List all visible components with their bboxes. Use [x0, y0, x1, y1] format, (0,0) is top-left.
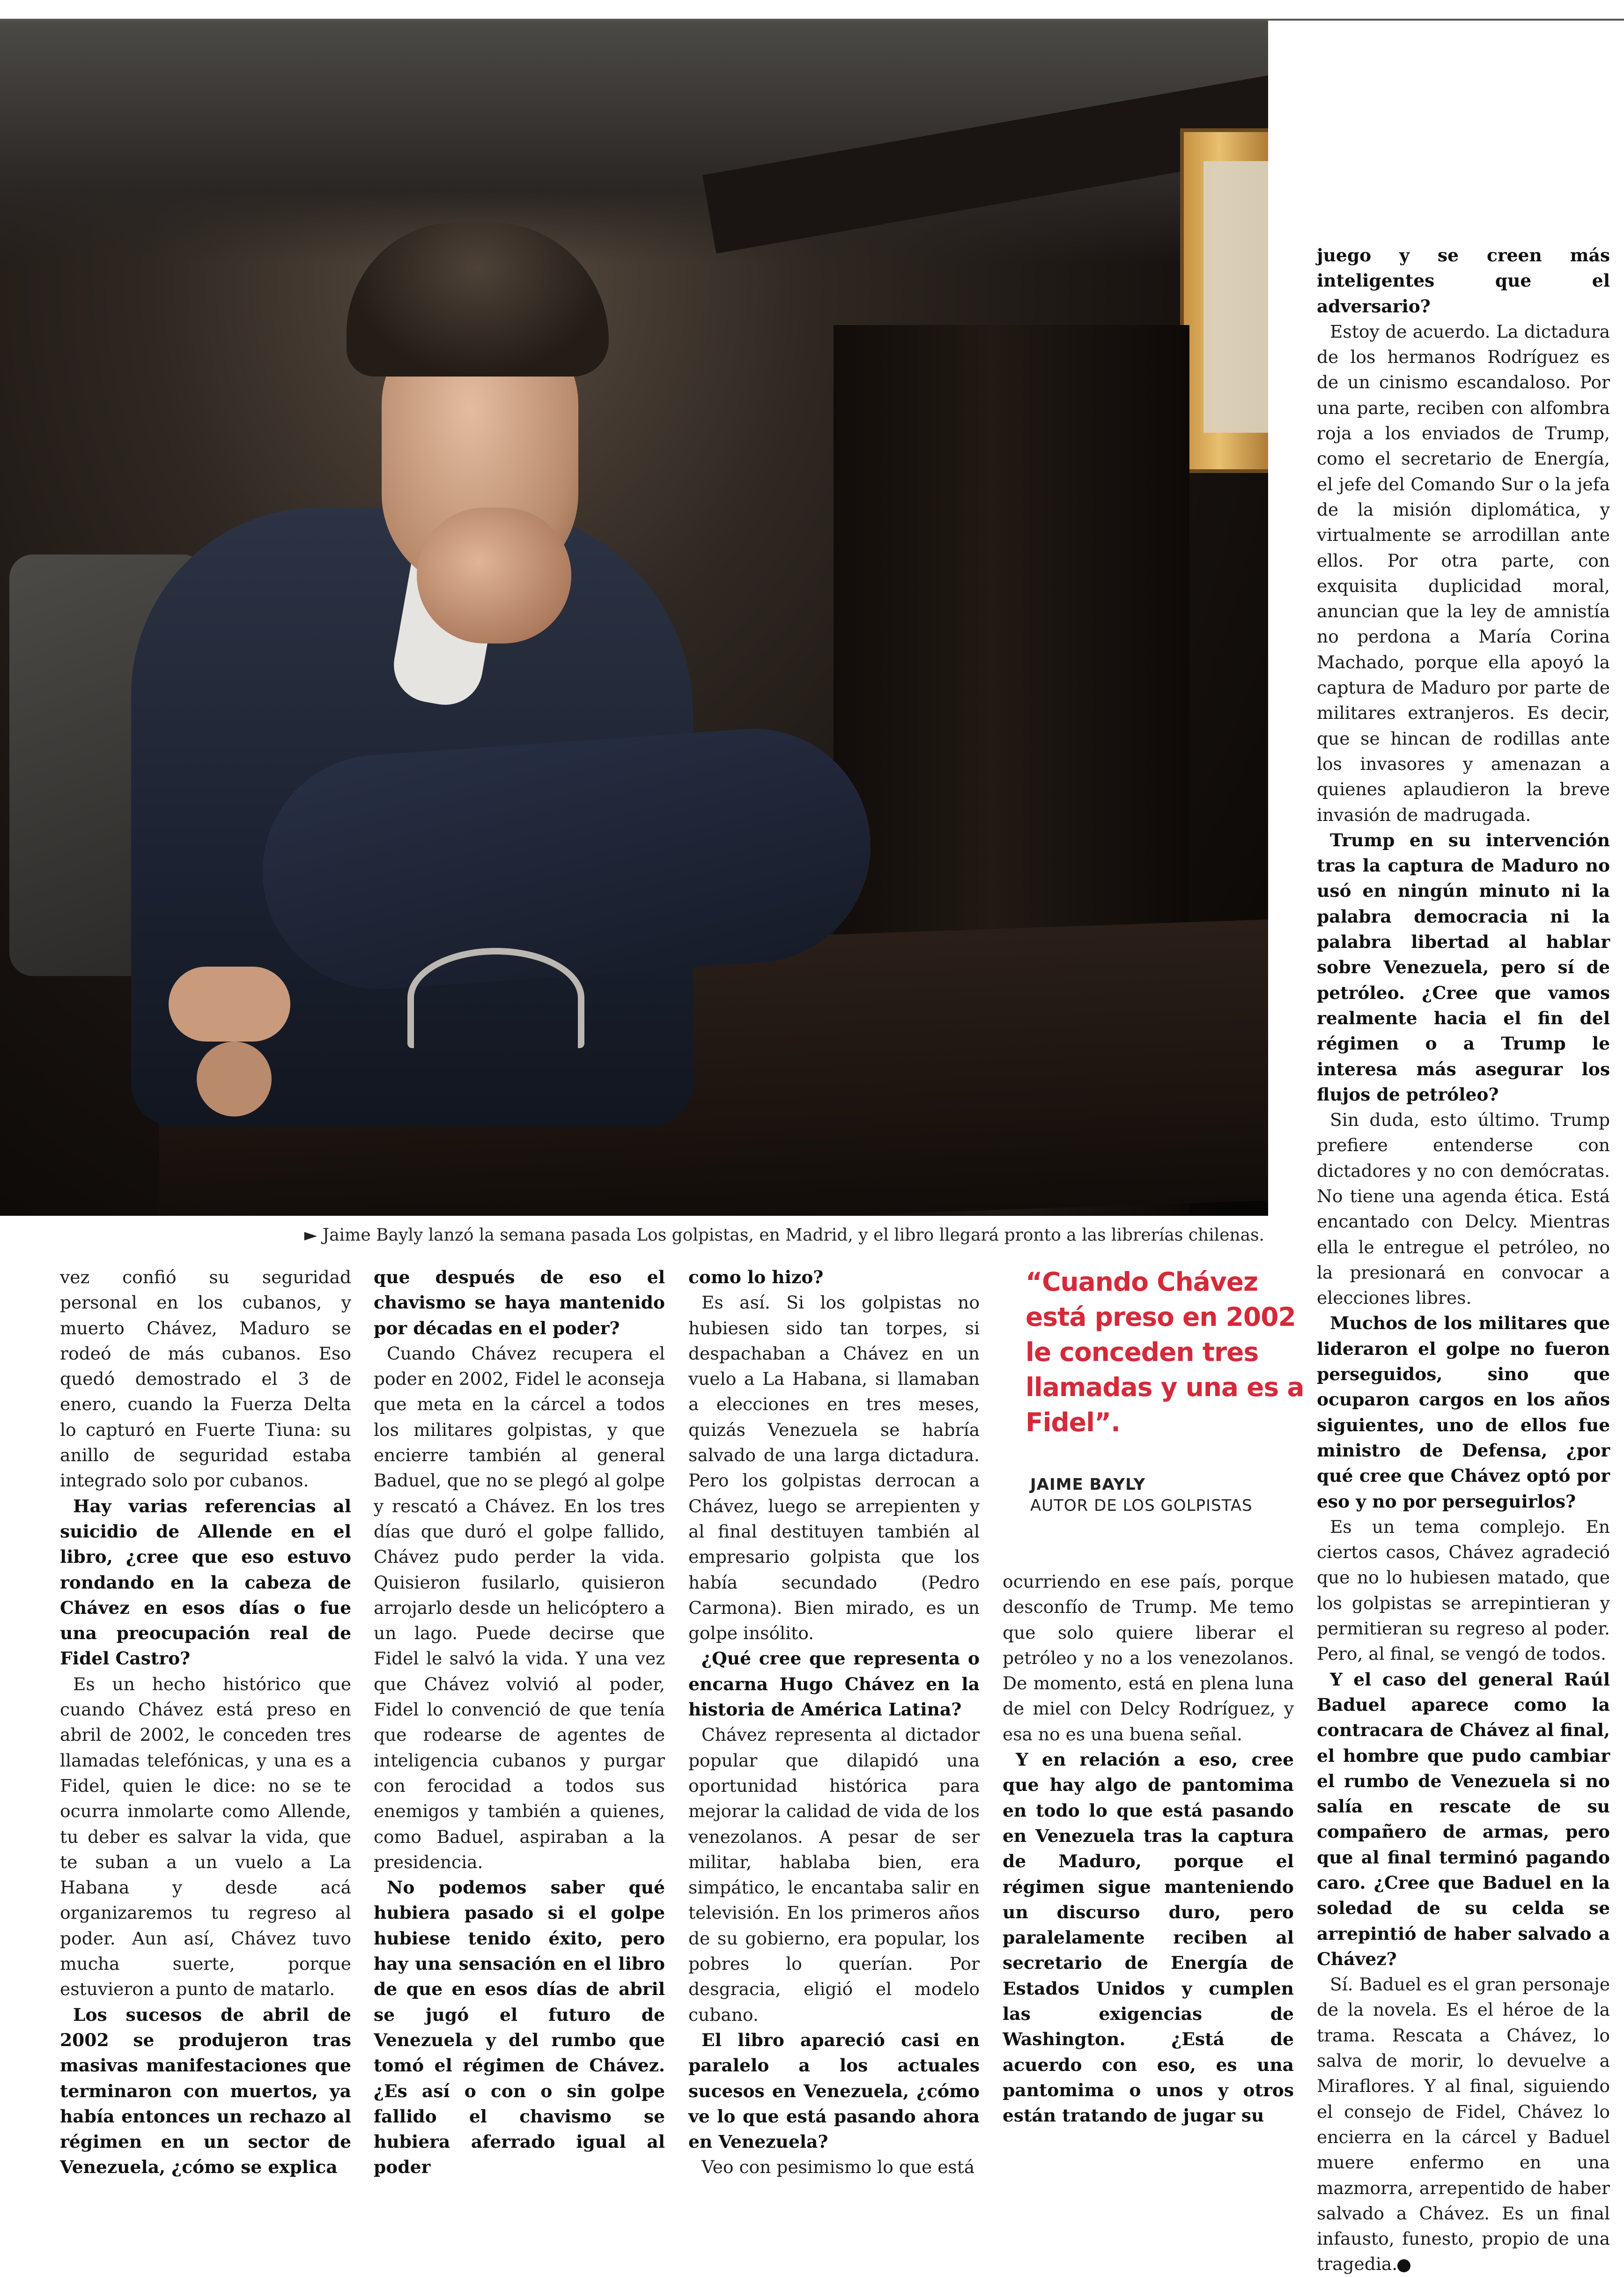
- question-text: que después de eso el chavismo se haya mantenido por décadas en el poder?: [374, 1267, 665, 1338]
- interview-question: [688, 1264, 980, 1290]
- question-text: como lo hizo?: [688, 1267, 824, 1287]
- interview-answer: Chávez representa al dictador popular que dilapidó una oportunidad histórica para mejorar la calidad de vida de los venezolanos. A pesar de ser militar, hablaba bien, era simpático, le encantaba salir en televisión. En los primeros años de su gobierno, era popular, los pobres lo querían. Por desgracia, eligió el modelo cubano.: [688, 1724, 980, 2025]
- interview-answer: Estoy de acuerdo. La dictadura de los hermanos Rodríguez es de un cinismo escandaloso. Por una parte, reciben con alfombra roja a los enviados de Trump, como el secretario de Energía, el jefe del Comando Sur o la jefa de la misión diplomática, y virtualmente se arrodillan ante ellos. Por otra parte, con exquisita duplicidad moral, anuncian que la ley de amnistía no perdona a María Corina Machado, porque ella apoyó la captura de Maduro por parte de militares extranjeros. Es decir, que se hincan de rodillas ante los invasores y amenazan a quienes aplaudieron la breve invasión de madrugada.: [1317, 321, 1610, 825]
- interview-question: [688, 2027, 980, 2154]
- interview-question: [374, 1264, 665, 1341]
- column-4: [1003, 1569, 1294, 2129]
- end-mark-icon: [1397, 2259, 1410, 2272]
- photo-caption: ► Jaime Bayly lanzó la semana pasada Los golpistas, en Madrid, y el libro llegará pronto a las librerías chilenas.: [304, 1226, 1264, 1245]
- interview-question: [60, 2002, 351, 2180]
- question-text: juego y se creen más inteligentes que el adversario?: [1317, 245, 1610, 317]
- interview-question: [1317, 243, 1610, 319]
- interview-question: [1003, 1747, 1294, 2128]
- photo-chandelier: [407, 948, 584, 1048]
- interview-answer: Sí. Baduel es el gran personaje de la novela. Es el héroe de la trama. Rescata a Chávez, lo salva de morir, lo devuelve a Miraflores. Y al final, siguiendo el consejo de Fidel, Chávez lo encierra en la cárcel y Baduel muere enfermo en una mazmorra, arrepentido de haber salvado a Chávez. Es un final infausto, funesto, propio de una tragedia.: [1317, 1974, 1610, 2275]
- pull-quote: “Cuando Chávez está preso en 2002 le conceden tres llamadas y una es a Fidel”.: [1026, 1267, 1304, 1437]
- question-text: Muchos de los militares que lideraron el golpe no fueron perseguidos, sino que ocuparon cargos en los años siguientes, uno de ellos fue ministro de Defensa, ¿por qué cree que Chávez optó por eso y no por perseguirlos?: [1317, 1313, 1610, 1512]
- question-text: Hay varias referencias al suicidio de Allende en el libro, ¿cree que eso estuvo rondando en la cabeza de Chávez en esos días o fue una preocupación real de Fidel Castro?: [60, 1495, 351, 1669]
- interview-question: [1317, 1667, 1610, 1972]
- column-5: [1317, 243, 1610, 2277]
- photo-arm: [255, 721, 878, 997]
- interview-question: [374, 1875, 665, 2180]
- interview-answer: Es un tema complejo. En ciertos casos, Chávez agradeció que no lo hubiesen matado, que los golpistas se arrepintieran y permitieran su regreso al poder. Pero, al final, se vengó de todos.: [1317, 1516, 1610, 1664]
- interview-answer: vez confió su seguridad personal en los cubanos, y muerto Chávez, Maduro se rodeó de más cubanos. Eso quedó demostrado el 3 de enero, cuando la Fuerza Delta lo capturó en Fuerte Tiuna: su anillo de seguridad estaba integrado solo por cubanos.: [60, 1267, 351, 1491]
- portrait-photo: [0, 21, 1268, 1216]
- question-text: No podemos saber qué hubiera pasado si el golpe hubiese tenido éxito, pero hay una sensación en el libro de que en esos días de abril se jugó el futuro de Venezuela y del rumbo que tomó el régimen de Chávez. ¿Es así o con o sin golpe fallido el chavismo se hubiera aferrado igual al poder: [374, 1877, 665, 2178]
- interview-answer: Es así. Si los golpistas no hubiesen sido tan torpes, si despachaban a Chávez en un vuelo a La Habana, si llamaban a elecciones en tres meses, quizás Venezuela se habría salvado de una larga dictadura. Pero los golpistas derrocan a Chávez, luego se arrepienten y al final destituyen también al empresario golpista que los había secundado (Pedro Carmona). Bien mirado, es un golpe insólito.: [688, 1292, 980, 1644]
- question-text: Y en relación a eso, cree que hay algo de pantomima en todo lo que está pasando en Venezuela tras la captura de Maduro, porque el régimen sigue manteniendo un discurso duro, pero paralelamente reciben al secretario de Energía de Estados Unidos y cumplen las exigencias de Washington. ¿Está de acuerdo con eso, es una pantomima o unos y otros están tratando de jugar su: [1003, 1749, 1294, 2126]
- interview-answer: Cuando Chávez recupera el poder en 2002, Fidel le aconseja que meta en la cárcel a todos los militares golpistas, y que encierre también al general Baduel, que no se plegó al golpe y rescató a Chávez. En los tres días que duró el golpe fallido, Chávez pudo perder la vida. Quisieron fusilarlo, quisieron arrojarlo desde un helicóptero a un lago. Puede decirse que Fidel le salvó la vida. Y una vez que Chávez volvió al poder, Fidel lo convenció de que tenía que rodearse de agentes de inteligencia cubanos y purgar con ferocidad a todos sus enemigos y también a quienes, como Baduel, aspiraban a la presidencia.: [374, 1343, 665, 1872]
- interview-answer: Es un hecho histórico que cuando Chávez está preso en abril de 2002, le conceden tres llamadas telefónicas, y una es a Fidel, quien le dice: no se te ocurra inmolarte como Allende, tu deber es salvar la vida, que te suban a un vuelo a La Habana y desde acá organizaremos tu regreso al poder. Aun así, Chávez tuvo mucha suerte, porque estuvieron a punto de matarlo.: [60, 1673, 351, 2000]
- column-2: [374, 1264, 665, 2180]
- question-text: Y el caso del general Raúl Baduel aparece como la contracara de Chávez al final, el hombre que pudo cambiar el rumbo de Venezuela si no salía en rescate de su compañero de armas, pero que al final terminó pagando caro. ¿Cree que Baduel en la soledad de su celda se arrepintió de haber salvado a Chávez?: [1317, 1669, 1610, 1969]
- interview-answer: ocurriendo en ese país, porque desconfío de Trump. Me temo que solo quiere liberar el petróleo y no a los venezolanos. De momento, está en plena luna de miel con Delcy Rodríguez, y esa no es una buena señal.: [1003, 1571, 1294, 1745]
- question-text: El libro apareció casi en paralelo a los actuales sucesos en Venezuela, ¿cómo ve lo que está pasando ahora en Venezuela?: [688, 2029, 980, 2152]
- photo-hand: [417, 508, 571, 643]
- pull-quote-role: AUTOR DE LOS GOLPISTAS: [1030, 1496, 1253, 1515]
- question-text: ¿Qué cree que representa o encarna Hugo Chávez en la historia de América Latina?: [688, 1648, 980, 1720]
- photo-wall-frame-inner: [1203, 161, 1268, 433]
- photo-hand-fingers: [197, 1042, 272, 1116]
- pull-quote-name: JAIME BAYLY: [1030, 1475, 1146, 1494]
- interview-question: [1317, 1310, 1610, 1514]
- photo-hand-lower: [169, 967, 290, 1042]
- interview-question: [688, 1646, 980, 1722]
- column-1: [60, 1264, 351, 2180]
- interview-answer: Sin duda, esto último. Trump prefiere entenderse con dictadores y no con demócratas. No tiene una agenda ética. Está encantado con Delcy. Mientras ella le entregue el petróleo, no la presionará en convocar a elecciones libres.: [1317, 1109, 1610, 1309]
- question-text: Trump en su intervención tras la captura de Maduro no usó en ningún minuto ni la palabra democracia ni la palabra libertad al hablar sobre Venezuela, pero sí de petróleo. ¿Cree que vamos realmente hacia el fin del régimen o a Trump le interesa más asegurar los flujos de petróleo?: [1317, 829, 1610, 1105]
- column-3: [688, 1264, 980, 2180]
- question-text: Los sucesos de abril de 2002 se produjeron tras masivas manifestaciones que terminaron con muertos, ya había entonces un rechazo al régimen en un sector de Venezuela, ¿cómo se explica: [60, 2004, 351, 2178]
- interview-answer: Veo con pesimismo lo que está: [701, 2157, 975, 2178]
- interview-question: [60, 1493, 351, 1671]
- interview-question: [1317, 828, 1610, 1107]
